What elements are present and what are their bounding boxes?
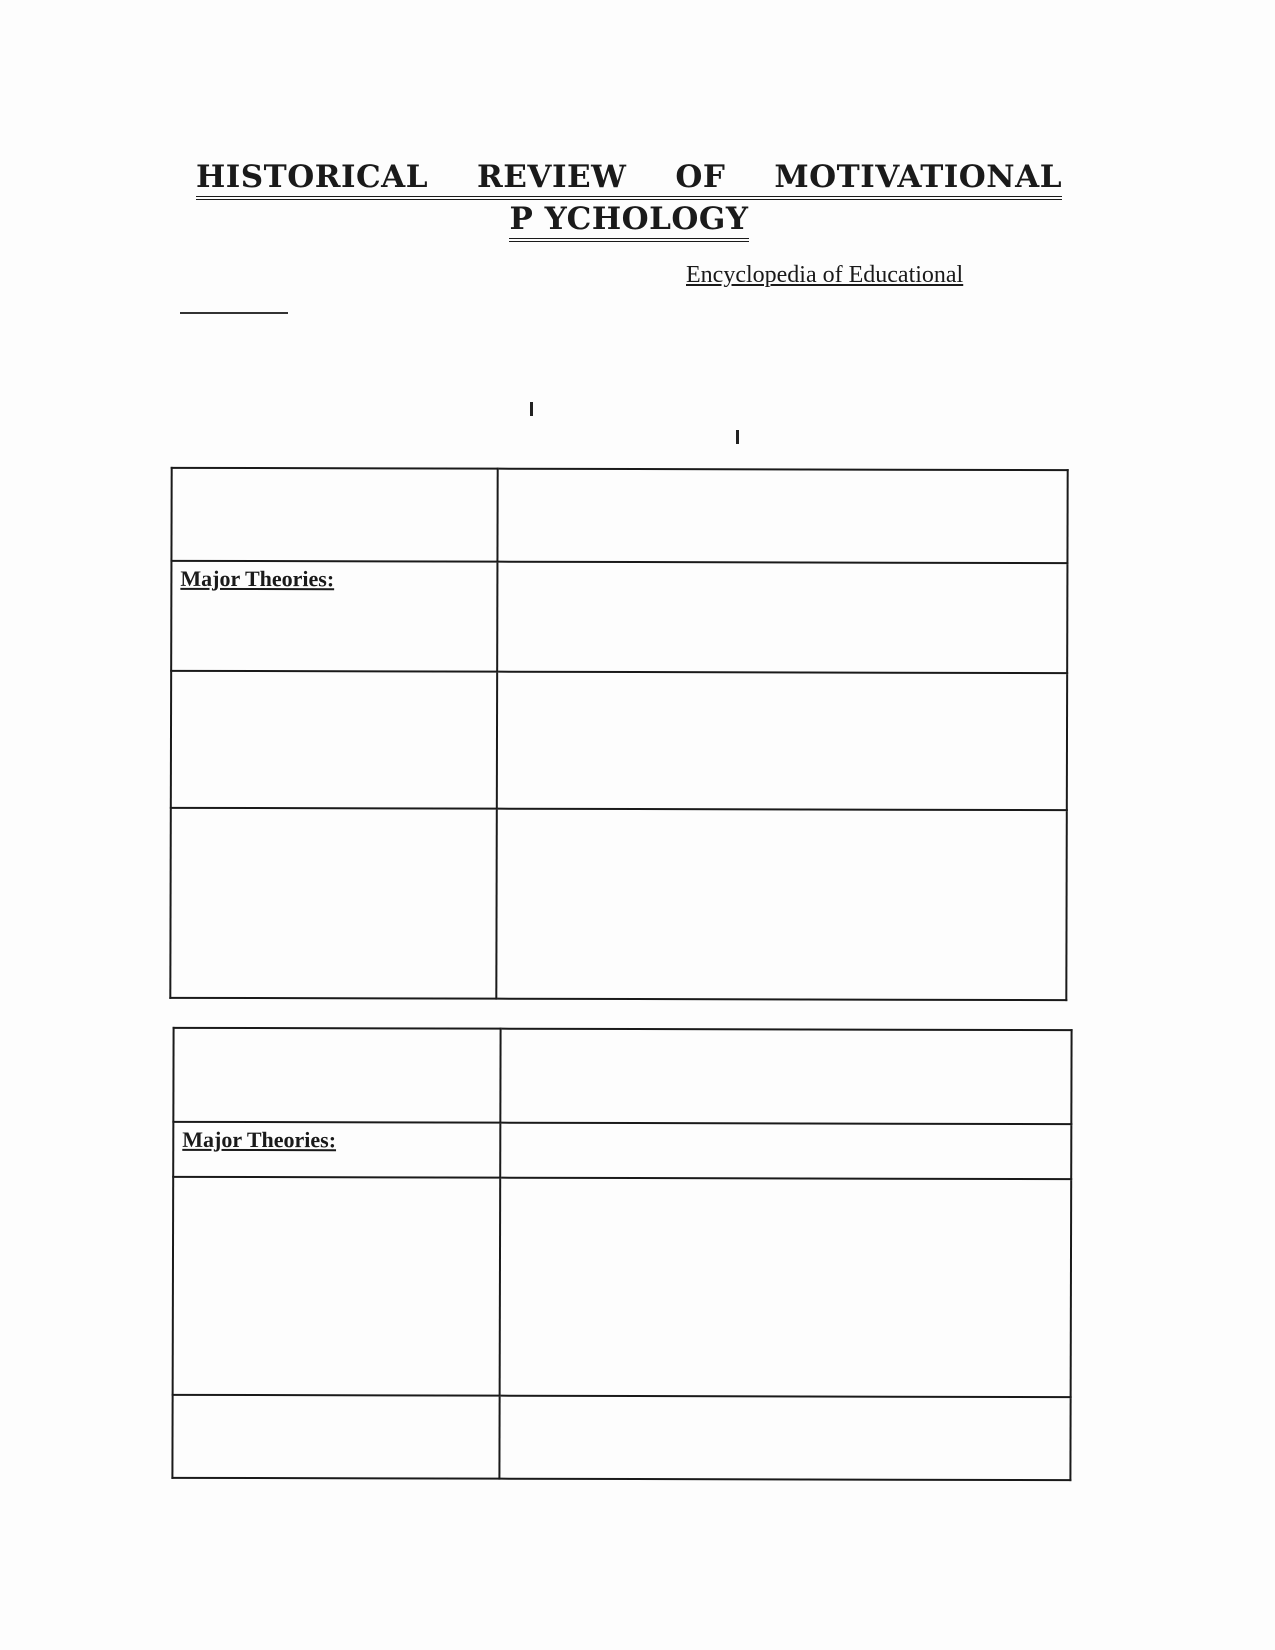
- row-content-cell: [497, 672, 1067, 810]
- title-line-2: P YCHOLOGY: [509, 201, 748, 242]
- table-row: [171, 671, 1067, 810]
- row-label-cell: [172, 1395, 499, 1479]
- major-theories-label: Major Theories:: [180, 565, 335, 592]
- source-citation: Encyclopedia of Educational: [686, 262, 964, 288]
- table-row: [171, 468, 1067, 563]
- row-label-cell: [170, 808, 496, 999]
- table-row: [170, 808, 1066, 1000]
- table-row: [173, 1177, 1072, 1397]
- row-content-cell: [499, 1396, 1070, 1480]
- row-label-cell: [173, 1028, 500, 1123]
- row-content-cell: [500, 1123, 1071, 1179]
- row-label-cell: [171, 468, 497, 562]
- row-label-cell: [171, 671, 497, 809]
- row-content-cell: [500, 1178, 1072, 1397]
- row-content-cell: [496, 809, 1066, 1000]
- row-label-cell: [171, 561, 497, 672]
- table-row: [172, 1395, 1070, 1480]
- table-row: [173, 1028, 1071, 1124]
- table-row: [173, 1122, 1071, 1179]
- tick-mark: [736, 430, 739, 444]
- row-content-cell: [497, 562, 1067, 673]
- title-line-1: HISTORICAL REVIEW OF MOTIVATIONAL: [196, 160, 1062, 200]
- row-label-cell: [173, 1177, 501, 1396]
- theory-table-1: [169, 467, 1068, 1001]
- theory-table-2: [171, 1027, 1072, 1481]
- table-row: [171, 561, 1067, 673]
- row-content-cell: [497, 469, 1067, 563]
- row-content-cell: [500, 1029, 1071, 1124]
- short-rule: [180, 312, 288, 314]
- row-label-cell: [173, 1122, 500, 1178]
- document-title: [196, 160, 1062, 236]
- major-theories-label: Major Theories:: [182, 1126, 337, 1153]
- tick-mark: [530, 402, 533, 416]
